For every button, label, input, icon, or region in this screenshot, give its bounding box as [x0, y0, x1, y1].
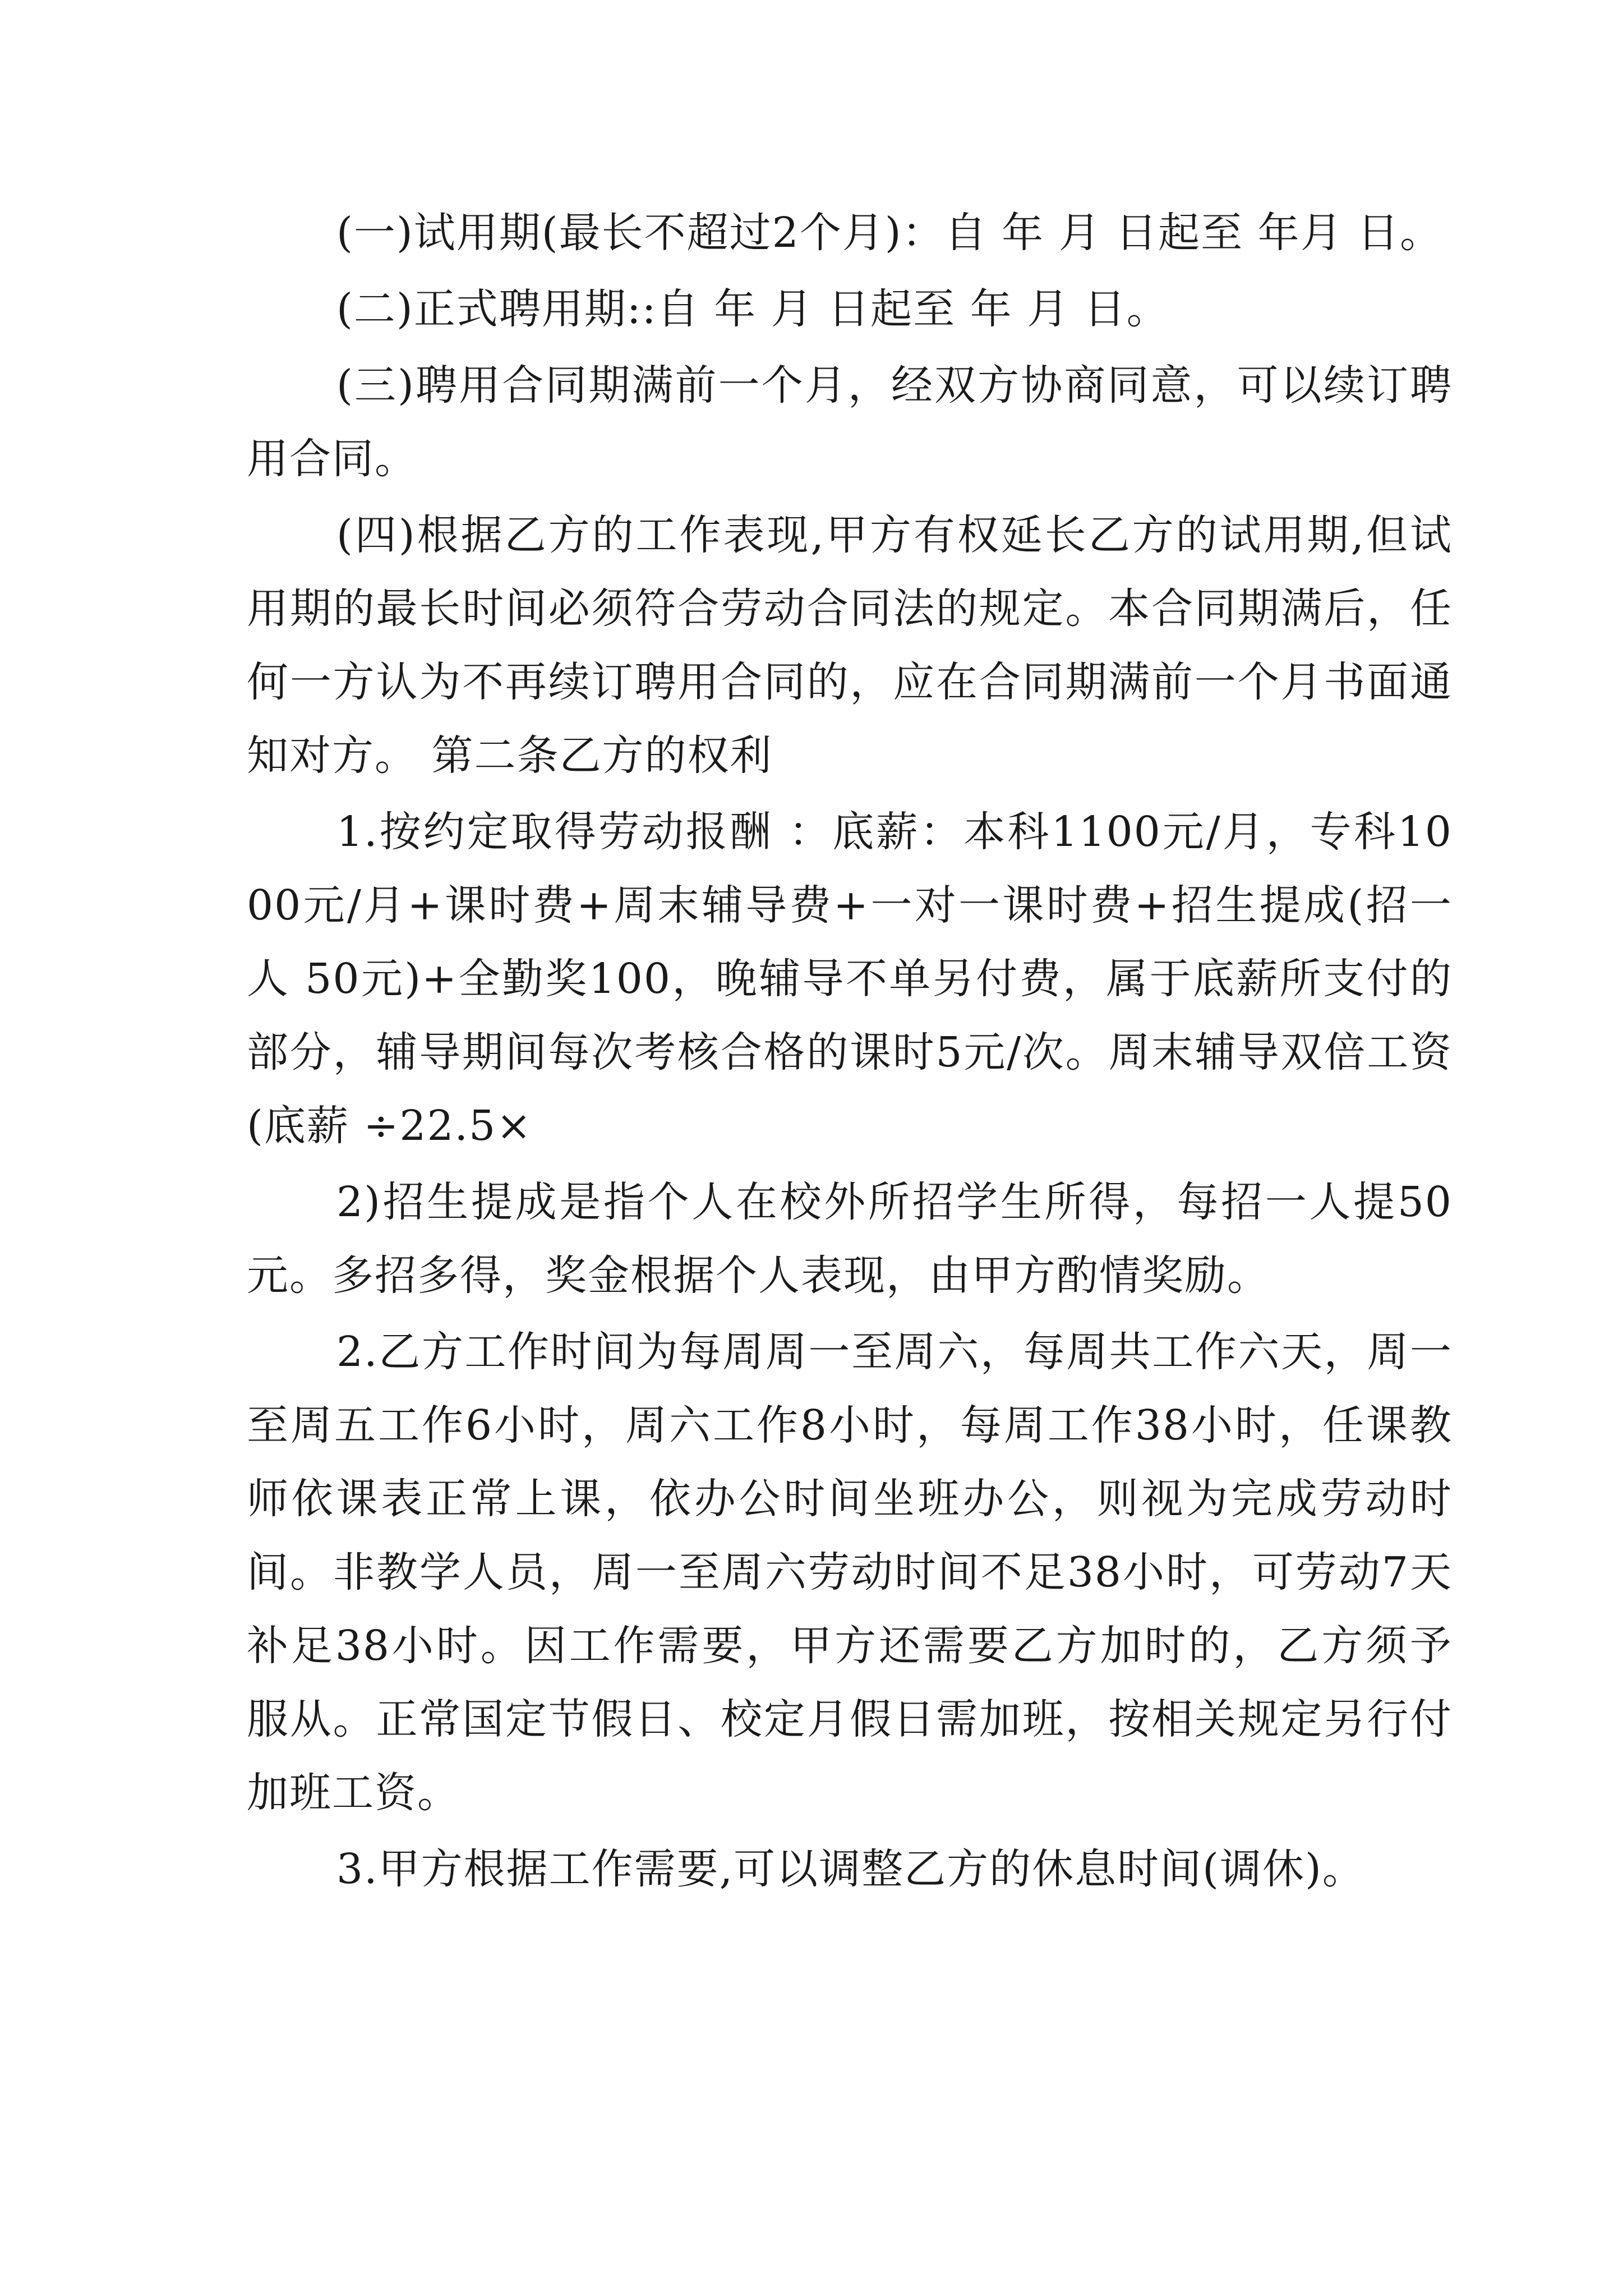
- paragraph-probation-extension: (四)根据乙方的工作表现,甲方有权延长乙方的试用期,但试用期的最长时间必须符合劳动合同法的规定。本合同期满后，任何一方认为不再续订聘用合同的，应在合同期满前一个月书面通知对方。 第二条乙方的权利: [247, 511, 1453, 780]
- paragraph-rest-adjustment: 3.甲方根据工作需要,可以调整乙方的休息时间(调休)。: [336, 1845, 1365, 1893]
- paragraph-working-hours: 2.乙方工作时间为每周周一至周六，每周共工作六天，周一至周五工作6小时，周六工作8小时，每周工作38小时，任课教师依课表正常上课，依办公时间坐班办公，则视为完成劳动时间。非教学人员，周一至周六劳动时间不足38小时，可劳动7天补足38小时。因工作需要，甲方还需要乙方加时的，乙方须予服从。正常国定节假日、校定月假日需加班，按相关规定另行付加班工资。: [247, 1328, 1453, 1817]
- paragraph-probation-period: (一)试用期(最长不超过2个月)：自 年 月 日起至 年月 日。: [336, 209, 1443, 257]
- paragraph-remuneration: 1.按约定取得劳动报酬 ：底薪：本科1100元/月，专科1000元/月+课时费+周末辅导费+一对一课时费+招生提成(招一 人 50元)+全勤奖100，晚辅导不单另付费，属于底薪所支付的部分，辅导期间每次考核合格的课时5元/次。周末辅导双倍工资(底薪 ÷22.5×: [247, 808, 1453, 1150]
- document-body: [247, 196, 1453, 1909]
- paragraph-formal-employment-period: (二)正式聘用期::自 年 月 日起至 年 月 日。: [336, 285, 1169, 333]
- paragraph-enrollment-commission: 2)招生提成是指个人在校外所招学生所得，每招一人提50元。多招多得，奖金根据个人表现，由甲方酌情奖励。: [247, 1178, 1453, 1300]
- paragraph-contract-renewal: (三)聘用合同期满前一个月，经双方协商同意，可以续订聘用合同。: [247, 361, 1453, 483]
